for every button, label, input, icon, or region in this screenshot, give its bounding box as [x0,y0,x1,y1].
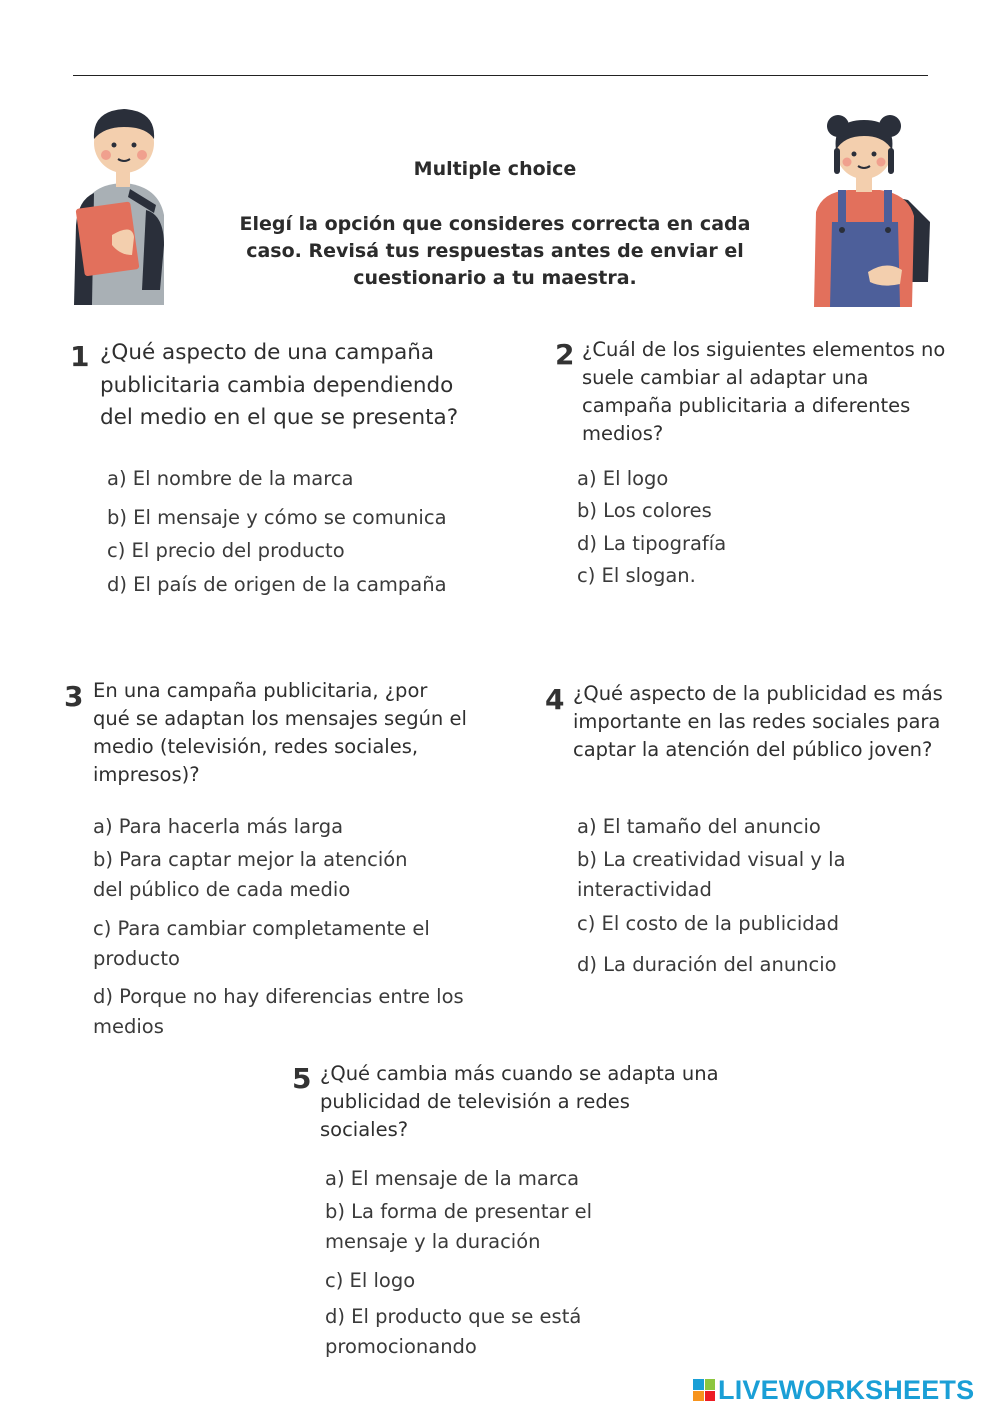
liveworksheets-logo-icon [693,1379,715,1401]
question-1-number: 1 [70,340,90,373]
question-2-option-d[interactable]: d) La tipografía [577,532,727,555]
question-5-option-a[interactable]: a) El mensaje de la marca [325,1167,580,1190]
question-3-option-b[interactable]: b) Para captar mejor la atención del público de cada medio [93,848,408,901]
question-3-text: En una campaña publicitaria, ¿por qué se adaptan los mensajes según el medio (televisión, redes sociales, impresos)? [93,679,467,786]
question-3-number: 3 [64,680,84,713]
question-5-text: ¿Qué cambia más cuando se adapta una publicidad de televisión a redes sociales? [320,1062,719,1141]
question-4-text: ¿Qué aspecto de la publicidad es más importante en las redes sociales para captar la atención del público joven? [573,682,943,761]
question-3-option-d[interactable]: d) Porque no hay diferencias entre los medios [93,985,464,1038]
question-3-option-a[interactable]: a) Para hacerla más larga [93,815,344,838]
question-5-option-d[interactable]: d) El producto que se está promocionando [325,1305,582,1358]
question-2-option-a[interactable]: a) El logo [577,467,669,490]
question-4-option-a[interactable]: a) El tamaño del anuncio [577,815,821,838]
girl-student-illustration [808,112,938,307]
question-5-option-c[interactable]: c) El logo [325,1269,416,1292]
question-5-option-b[interactable]: b) La forma de presentar el mensaje y la duración [325,1200,593,1253]
question-1-text: ¿Qué aspecto de una campaña publicitaria cambia dependiendo del medio en el que se presenta? [100,340,459,430]
question-2-option-b[interactable]: b) Los colores [577,499,712,522]
question-1-option-d[interactable]: d) El país de origen de la campaña [107,573,447,596]
question-4-option-d[interactable]: d) La duración del anuncio [577,953,837,976]
question-4-option-b[interactable]: b) La creatividad visual y la interactividad [577,848,846,901]
question-5-number: 5 [292,1062,312,1095]
question-3-option-c[interactable]: c) Para cambiar completamente el producto [93,917,430,970]
question-2-number: 2 [555,338,575,371]
question-2-text: ¿Cuál de los siguientes elementos no suele cambiar al adaptar una campaña publicitaria a diferentes medios? [582,338,946,445]
worksheet-instructions: Elegí la opción que consideres correcta en cada caso. Revisá tus respuestas antes de enviar el cuestionario a tu maestra. [239,213,751,289]
liveworksheets-logo[interactable] [693,1374,974,1406]
question-2-option-c[interactable]: c) El slogan. [577,564,696,587]
question-1-option-b[interactable]: b) El mensaje y cómo se comunica [107,506,447,529]
boy-student-illustration [72,105,172,305]
top-divider [73,75,928,76]
question-1-option-a[interactable]: a) El nombre de la marca [107,467,354,490]
question-4-number: 4 [545,683,565,716]
liveworksheets-brand-text: LIVEWORKSHEETS [718,1374,975,1405]
question-1-option-c[interactable]: c) El precio del producto [107,539,345,562]
question-4-option-c[interactable]: c) El costo de la publicidad [577,912,839,935]
worksheet-title: Multiple choice [413,158,577,180]
